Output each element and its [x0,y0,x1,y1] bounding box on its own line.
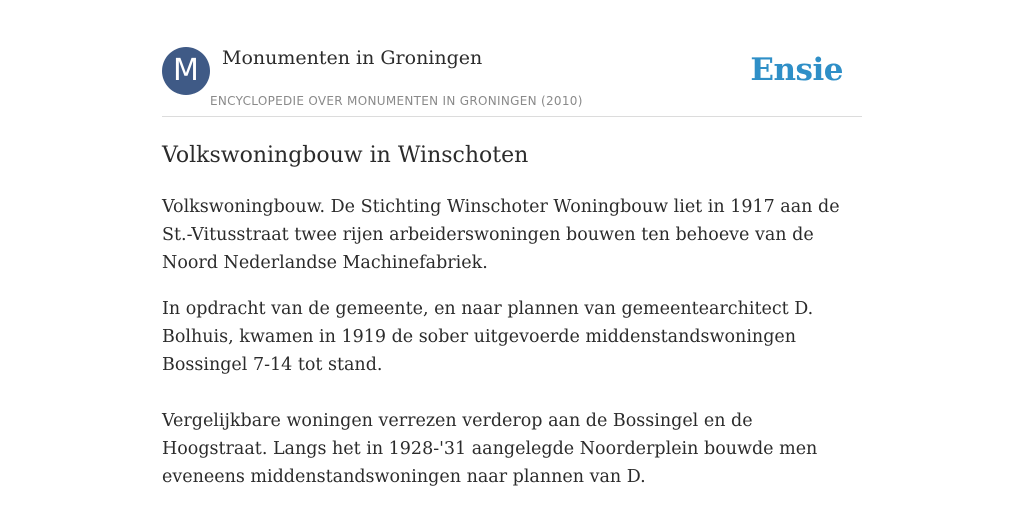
article-paragraph: Vergelijkbare woningen verrezen verderop aan de Bossingel en de Hoogstraat. Langs het in 1928-'31 aangelegde Noorderplein bouwde men eveneens middenstandswoningen naar plannen van D. [162,411,818,487]
article-paragraph: Volkswoningbouw. De Stichting Winschoter Woningbouw liet in 1917 aan de St.-Vitusstraat twee rijen arbeiderswoningen bouwen ten behoeve van de Noord Nederlandse Machinefabriek. [162,197,840,273]
ensie-logo-link[interactable]: Ensie [750,52,843,88]
page-container [162,46,862,491]
article-title: Volkswoningbouw in Winschoten [162,143,529,168]
avatar[interactable]: M [162,47,210,95]
article-paragraph: In opdracht van de gemeente, en naar plannen van gemeentearchitect D. Bolhuis, kwamen in 1919 de sober uitgevoerde middenstandswoningen Bossingel 7-14 tot stand. [162,299,814,375]
site-title-link[interactable]: Monumenten in Groningen [222,47,483,69]
site-subtitle: ENCYCLOPEDIE OVER MONUMENTEN IN GRONINGEN (2010) [210,94,583,108]
site-header [162,46,862,117]
